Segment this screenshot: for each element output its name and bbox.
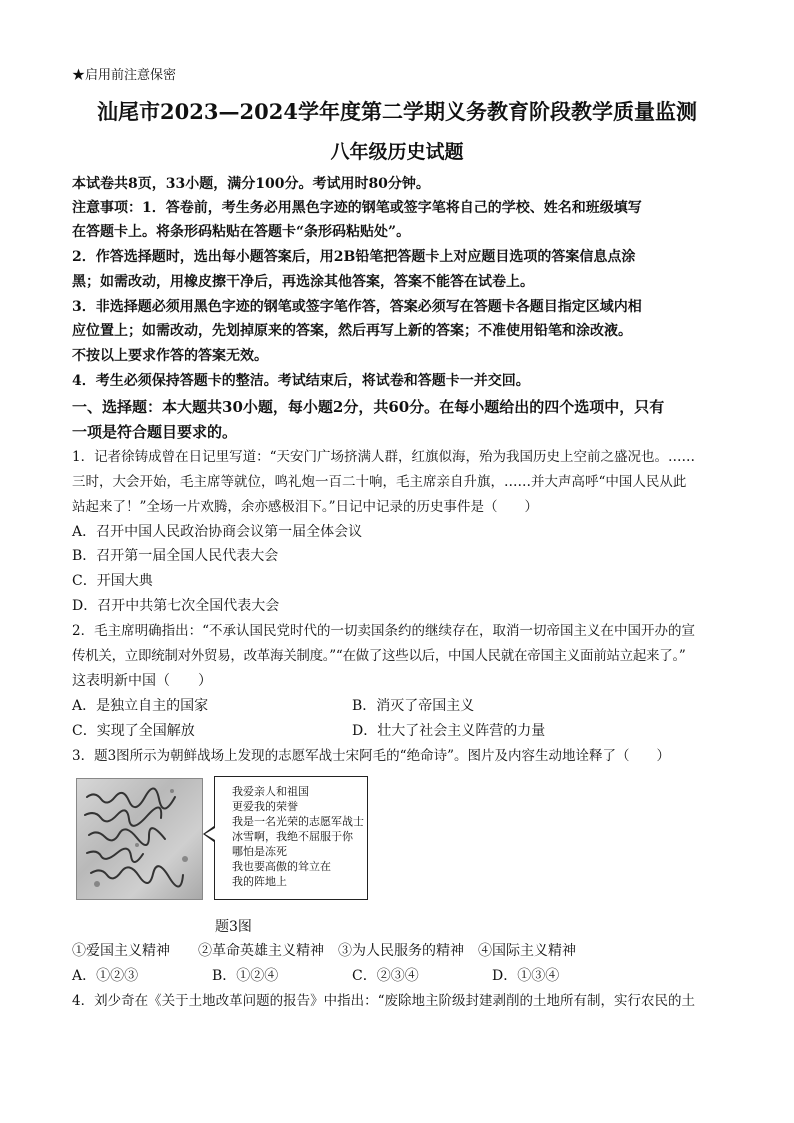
handwritten-poem-photo — [76, 778, 203, 900]
note-3-line-1: 3．非选择题必须用黑色字迹的钢笔或签字笔作答，答案必须写在答题卡各题目指定区域内相 — [72, 299, 642, 315]
poem-line: 冰雪啊，我绝不屈服于你 — [232, 830, 353, 843]
figure-caption: 题3图 — [215, 919, 252, 935]
q2-stem-line-3: 这表明新中国（ ） — [72, 673, 212, 689]
note-1-line-1: 注意事项：1．答卷前，考生务必用黑色字迹的钢笔或签字笔将自己的学校、姓名和班级填写 — [72, 200, 642, 216]
q2-option-b: B．消灭了帝国主义 — [352, 698, 475, 714]
note-1-line-2: 在答题卡上。将条形码粘贴在答题卡“条形码粘贴处”。 — [72, 224, 411, 240]
q3-option-b: B．①②④ — [212, 968, 279, 984]
q3-items: ①爱国主义精神 ②革命英雄主义精神 ③为人民服务的精神 ④国际主义精神 — [72, 943, 576, 959]
note-2-line-2: 黑；如需改动，用橡皮擦干净后，再选涂其他答案，答案不能答在试卷上。 — [72, 274, 534, 290]
exam-title: 汕尾市2023—2024学年度第二学期义务教育阶段教学质量监测 — [97, 99, 697, 124]
confidential-mark: ★启用前注意保密 — [72, 68, 177, 83]
poem-line: 哪怕是冻死 — [232, 845, 287, 858]
note-3-line-3: 不按以上要求作答的答案无效。 — [72, 348, 268, 364]
q1-option-b: B．召开第一届全国人民代表大会 — [72, 548, 279, 564]
exam-subtitle: 八年级历史试题 — [330, 141, 464, 163]
exam-summary: 本试卷共8页，33小题，满分100分。考试用时80分钟。 — [72, 176, 430, 192]
q3-option-a: A．①②③ — [72, 968, 139, 984]
q3-option-d: D．①③④ — [492, 968, 560, 984]
q1-option-d: D．召开中共第七次全国代表大会 — [72, 598, 280, 614]
q4-stem: 4．刘少奇在《关于土地改革问题的报告》中指出：“废除地主阶级封建剥削的土地所有制，实行农民的土 — [72, 993, 695, 1009]
poem-line: 我是一名光荣的志愿军战士 — [232, 815, 364, 828]
q3-stem: 3．题3图所示为朝鲜战场上发现的志愿军战士宋阿毛的“绝命诗”。图片及内容生动地诠释了（ ） — [72, 748, 670, 764]
note-2-line-1: 2．作答选择题时，选出每小题答案后，用2B铅笔把答题卡上对应题目选项的答案信息点涂 — [72, 249, 636, 265]
q1-option-c: C．开国大典 — [72, 573, 153, 589]
poem-line: 我也要高傲的耸立在 — [232, 860, 331, 873]
q3-option-c: C．②③④ — [352, 968, 419, 984]
note-3-line-2: 应位置上；如需改动，先划掉原来的答案，然后再写上新的答案；不准使用铅笔和涂改液。 — [72, 323, 632, 339]
poem-line: 更爱我的荣誉 — [232, 800, 298, 813]
note-4: 4．考生必须保持答题卡的整洁。考试结束后，将试卷和答题卡一并交回。 — [72, 373, 530, 389]
handwriting-scribble-image — [77, 779, 202, 899]
q1-option-a: A．召开中国人民政治协商会议第一届全体会议 — [72, 524, 363, 540]
q1-stem-line-2: 三时，大会开始，毛主席等就位，鸣礼炮一百二十响，毛主席亲自升旗，……并大声高呼“中国人民从此 — [72, 474, 687, 490]
q1-stem-line-1: 1．记者徐铸成曾在日记里写道：“天安门广场挤满人群，红旗似海，殆为我国历史上空前之盛况也。…… — [72, 449, 695, 465]
section-1-heading-2: 一项是符合题目要求的。 — [72, 423, 238, 441]
poem-line: 我爱亲人和祖国 — [232, 785, 309, 798]
q2-option-a: A．是独立自主的国家 — [72, 698, 209, 714]
q1-stem-line-3: 站起来了！”全场一片欢腾，余亦感极泪下。”日记中记录的历史事件是（ ） — [72, 499, 539, 515]
q2-option-d: D．壮大了社会主义阵营的力量 — [352, 723, 546, 739]
section-1-heading-1: 一、选择题：本大题共30小题，每小题2分，共60分。在每小题给出的四个选项中，只有 — [72, 398, 665, 416]
q2-option-c: C．实现了全国解放 — [72, 723, 195, 739]
q2-stem-line-1: 2．毛主席明确指出：“不承认国民党时代的一切卖国条约的继续存在，取消一切帝国主义在中国开办的宣 — [72, 623, 695, 639]
poem-line: 我的阵地上 — [232, 875, 287, 888]
q2-stem-line-2: 传机关，立即统制对外贸易，改革海关制度。”“在做了这些以后，中国人民就在帝国主义面前站立起来了。” — [72, 648, 686, 664]
